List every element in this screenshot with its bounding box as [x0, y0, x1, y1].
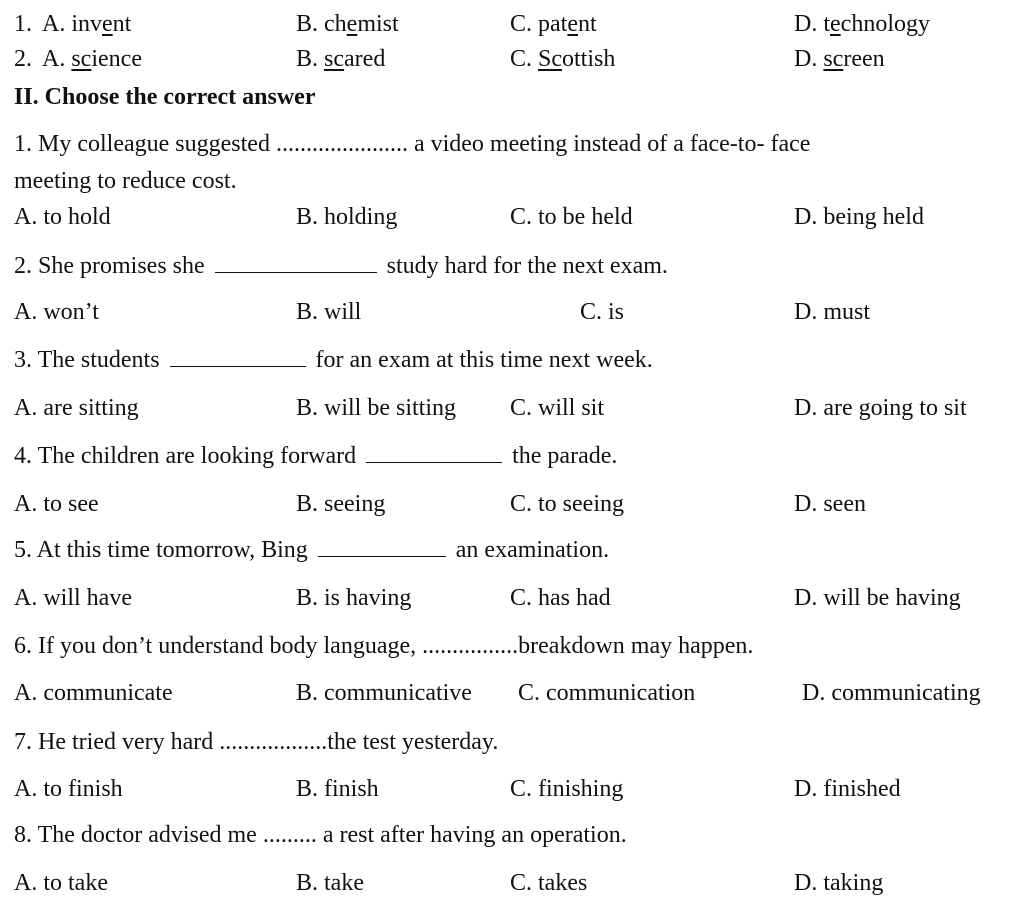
- q2-option-b: B. will: [296, 299, 362, 325]
- pron-1-option-a: A. invent: [42, 11, 132, 37]
- q2-option-c: C. is: [580, 299, 625, 325]
- pron-2-option-a: A. science: [42, 46, 142, 72]
- question-6-text: 6. If you don’t understand body language, ................breakdown may happen.: [14, 633, 754, 659]
- q5-option-c: C. has had: [510, 585, 611, 611]
- q7-option-b: B. finish: [296, 776, 379, 802]
- answer-blank: [318, 536, 446, 557]
- q5-option-d: D. will be having: [794, 585, 961, 611]
- question-2-text: 2. She promises she study hard for the next exam.: [14, 253, 668, 279]
- q4-option-d: D. seen: [794, 491, 866, 517]
- answer-blank: [366, 442, 502, 463]
- answer-blank: [215, 252, 377, 273]
- q2-option-d: D. must: [794, 299, 871, 325]
- q3-option-b: B. will be sitting: [296, 395, 457, 421]
- pron-1-number: 1.: [14, 11, 32, 37]
- q8-option-d: D. taking: [794, 870, 884, 896]
- pron-2-option-c: C. Scottish: [510, 46, 616, 72]
- question-1-text: 1. My colleague suggested ...................... a video meeting instead of a face-to- face: [14, 131, 811, 157]
- q7-option-c: C. finishing: [510, 776, 624, 802]
- question-4-text: 4. The children are looking forward the parade.: [14, 443, 618, 469]
- answer-blank: ..................: [219, 729, 328, 755]
- q7-option-d: D. finished: [794, 776, 901, 802]
- q6-option-b: B. communicative: [296, 680, 472, 706]
- answer-blank: .........: [262, 822, 317, 848]
- answer-blank: ................: [422, 633, 519, 659]
- q8-option-b: B. take: [296, 870, 364, 896]
- q3-option-c: C. will sit: [510, 395, 605, 421]
- pron-2-option-d: D. screen: [794, 46, 885, 72]
- q1-option-a: A. to hold: [14, 204, 111, 230]
- q8-option-a: A. to take: [14, 870, 108, 896]
- q6-option-a: A. communicate: [14, 680, 173, 706]
- pron-1-option-d: D. technology: [794, 11, 930, 37]
- section-title: II. Choose the correct answer: [14, 84, 316, 110]
- q1-option-c: C. to be held: [510, 204, 633, 230]
- q3-option-d: D. are going to sit: [794, 395, 967, 421]
- q4-option-c: C. to seeing: [510, 491, 624, 517]
- question-8-text: 8. The doctor advised me ......... a rest after having an operation.: [14, 822, 627, 848]
- question-5-text: 5. At this time tomorrow, Bing an examination.: [14, 537, 610, 563]
- question-3-text: 3. The students for an exam at this time next week.: [14, 347, 653, 373]
- q1-option-b: B. holding: [296, 204, 398, 230]
- q5-option-b: B. is having: [296, 585, 412, 611]
- pron-2-option-b: B. scared: [296, 46, 386, 72]
- pron-1-option-c: C. patent: [510, 11, 597, 37]
- q8-option-c: C. takes: [510, 870, 588, 896]
- pron-1-option-b: B. chemist: [296, 11, 399, 37]
- q7-option-a: A. to finish: [14, 776, 123, 802]
- q4-option-a: A. to see: [14, 491, 99, 517]
- q3-option-a: A. are sitting: [14, 395, 139, 421]
- answer-blank: [170, 346, 306, 367]
- answer-blank: ......................: [275, 131, 408, 157]
- question-1-text-cont: meeting to reduce cost.: [14, 168, 237, 194]
- q4-option-b: B. seeing: [296, 491, 386, 517]
- q6-option-d: D. communicating: [802, 680, 981, 706]
- q5-option-a: A. will have: [14, 585, 132, 611]
- question-7-text: 7. He tried very hard ..................the test yesterday.: [14, 729, 499, 755]
- q6-option-c: C. communication: [518, 680, 696, 706]
- pron-2-number: 2.: [14, 46, 32, 72]
- q1-option-d: D. being held: [794, 204, 924, 230]
- q2-option-a: A. won’t: [14, 299, 99, 325]
